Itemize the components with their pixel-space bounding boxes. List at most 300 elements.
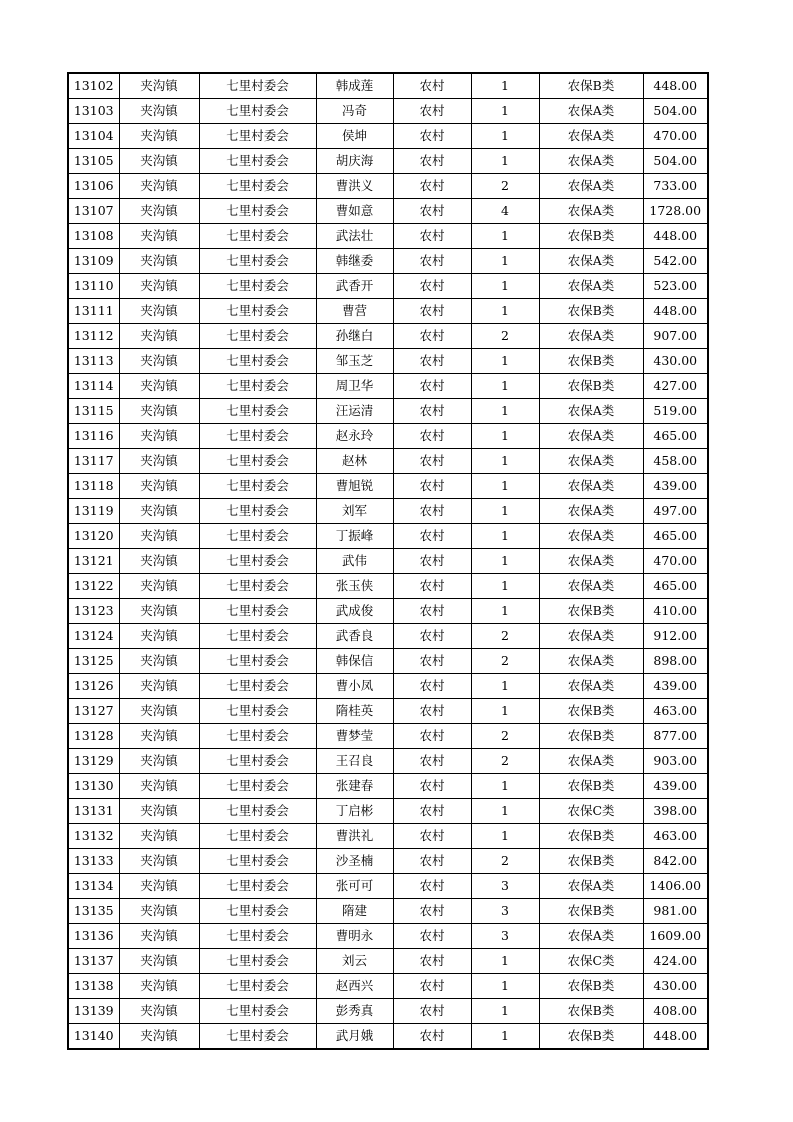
cell-area: 农村 bbox=[393, 324, 471, 349]
table-row bbox=[68, 374, 708, 399]
cell-village: 七里村委会 bbox=[199, 73, 316, 99]
cell-town: 夹沟镇 bbox=[119, 249, 199, 274]
cell-town: 夹沟镇 bbox=[119, 374, 199, 399]
cell-name: 武香开 bbox=[316, 274, 393, 299]
cell-name: 邹玉芝 bbox=[316, 349, 393, 374]
cell-category: 农保A类 bbox=[539, 924, 643, 949]
cell-count: 1 bbox=[471, 424, 539, 449]
cell-area: 农村 bbox=[393, 449, 471, 474]
cell-town: 夹沟镇 bbox=[119, 599, 199, 624]
cell-amount: 465.00 bbox=[643, 424, 708, 449]
cell-name: 沙圣楠 bbox=[316, 849, 393, 874]
table-row bbox=[68, 824, 708, 849]
cell-town: 夹沟镇 bbox=[119, 424, 199, 449]
cell-area: 农村 bbox=[393, 724, 471, 749]
cell-area: 农村 bbox=[393, 474, 471, 499]
cell-area: 农村 bbox=[393, 674, 471, 699]
cell-count: 1 bbox=[471, 474, 539, 499]
cell-town: 夹沟镇 bbox=[119, 824, 199, 849]
cell-area: 农村 bbox=[393, 624, 471, 649]
cell-amount: 463.00 bbox=[643, 824, 708, 849]
cell-village: 七里村委会 bbox=[199, 524, 316, 549]
cell-count: 1 bbox=[471, 599, 539, 624]
cell-name: 王召良 bbox=[316, 749, 393, 774]
table-row bbox=[68, 649, 708, 674]
cell-amount: 427.00 bbox=[643, 374, 708, 399]
cell-name: 韩保信 bbox=[316, 649, 393, 674]
cell-name: 彭秀真 bbox=[316, 999, 393, 1024]
cell-count: 1 bbox=[471, 99, 539, 124]
table-row bbox=[68, 499, 708, 524]
cell-count: 1 bbox=[471, 974, 539, 999]
cell-amount: 439.00 bbox=[643, 774, 708, 799]
cell-category: 农保B类 bbox=[539, 724, 643, 749]
cell-amount: 903.00 bbox=[643, 749, 708, 774]
cell-amount: 907.00 bbox=[643, 324, 708, 349]
cell-id: 13115 bbox=[68, 399, 119, 424]
table-row bbox=[68, 674, 708, 699]
cell-id: 13135 bbox=[68, 899, 119, 924]
cell-amount: 470.00 bbox=[643, 549, 708, 574]
cell-town: 夹沟镇 bbox=[119, 849, 199, 874]
cell-village: 七里村委会 bbox=[199, 624, 316, 649]
cell-category: 农保A类 bbox=[539, 424, 643, 449]
cell-category: 农保C类 bbox=[539, 949, 643, 974]
cell-amount: 430.00 bbox=[643, 974, 708, 999]
cell-category: 农保A类 bbox=[539, 574, 643, 599]
cell-village: 七里村委会 bbox=[199, 249, 316, 274]
cell-village: 七里村委会 bbox=[199, 324, 316, 349]
cell-area: 农村 bbox=[393, 799, 471, 824]
cell-area: 农村 bbox=[393, 99, 471, 124]
cell-id: 13114 bbox=[68, 374, 119, 399]
cell-amount: 463.00 bbox=[643, 699, 708, 724]
table-row bbox=[68, 73, 708, 99]
table-row bbox=[68, 424, 708, 449]
cell-name: 武香良 bbox=[316, 624, 393, 649]
cell-count: 1 bbox=[471, 574, 539, 599]
cell-category: 农保B类 bbox=[539, 974, 643, 999]
cell-name: 曹旭锐 bbox=[316, 474, 393, 499]
table-row bbox=[68, 774, 708, 799]
cell-count: 2 bbox=[471, 749, 539, 774]
table-row bbox=[68, 949, 708, 974]
cell-village: 七里村委会 bbox=[199, 849, 316, 874]
cell-count: 2 bbox=[471, 174, 539, 199]
cell-name: 汪运清 bbox=[316, 399, 393, 424]
cell-amount: 410.00 bbox=[643, 599, 708, 624]
cell-category: 农保B类 bbox=[539, 299, 643, 324]
cell-name: 丁启彬 bbox=[316, 799, 393, 824]
cell-name: 曹小凤 bbox=[316, 674, 393, 699]
cell-name: 胡庆海 bbox=[316, 149, 393, 174]
cell-area: 农村 bbox=[393, 574, 471, 599]
cell-area: 农村 bbox=[393, 424, 471, 449]
cell-amount: 408.00 bbox=[643, 999, 708, 1024]
table-row bbox=[68, 99, 708, 124]
table-row bbox=[68, 849, 708, 874]
cell-id: 13116 bbox=[68, 424, 119, 449]
cell-area: 农村 bbox=[393, 999, 471, 1024]
table-row bbox=[68, 749, 708, 774]
cell-village: 七里村委会 bbox=[199, 99, 316, 124]
cell-town: 夹沟镇 bbox=[119, 324, 199, 349]
cell-village: 七里村委会 bbox=[199, 174, 316, 199]
table-row bbox=[68, 149, 708, 174]
cell-count: 3 bbox=[471, 874, 539, 899]
cell-area: 农村 bbox=[393, 374, 471, 399]
cell-count: 1 bbox=[471, 674, 539, 699]
cell-count: 1 bbox=[471, 774, 539, 799]
cell-name: 赵西兴 bbox=[316, 974, 393, 999]
cell-category: 农保A类 bbox=[539, 199, 643, 224]
cell-amount: 439.00 bbox=[643, 474, 708, 499]
cell-count: 1 bbox=[471, 1024, 539, 1050]
cell-village: 七里村委会 bbox=[199, 124, 316, 149]
cell-amount: 465.00 bbox=[643, 524, 708, 549]
cell-town: 夹沟镇 bbox=[119, 874, 199, 899]
cell-count: 3 bbox=[471, 899, 539, 924]
cell-category: 农保A类 bbox=[539, 449, 643, 474]
cell-count: 2 bbox=[471, 649, 539, 674]
cell-category: 农保C类 bbox=[539, 799, 643, 824]
cell-village: 七里村委会 bbox=[199, 774, 316, 799]
cell-town: 夹沟镇 bbox=[119, 349, 199, 374]
cell-count: 2 bbox=[471, 624, 539, 649]
cell-town: 夹沟镇 bbox=[119, 124, 199, 149]
cell-count: 2 bbox=[471, 724, 539, 749]
cell-amount: 448.00 bbox=[643, 73, 708, 99]
cell-village: 七里村委会 bbox=[199, 224, 316, 249]
cell-amount: 877.00 bbox=[643, 724, 708, 749]
cell-area: 农村 bbox=[393, 549, 471, 574]
cell-village: 七里村委会 bbox=[199, 874, 316, 899]
cell-category: 农保A类 bbox=[539, 149, 643, 174]
cell-town: 夹沟镇 bbox=[119, 649, 199, 674]
cell-area: 农村 bbox=[393, 499, 471, 524]
cell-id: 13105 bbox=[68, 149, 119, 174]
cell-amount: 733.00 bbox=[643, 174, 708, 199]
cell-category: 农保A类 bbox=[539, 674, 643, 699]
cell-name: 丁振峰 bbox=[316, 524, 393, 549]
cell-name: 曹梦莹 bbox=[316, 724, 393, 749]
table-body bbox=[68, 73, 708, 1049]
cell-category: 农保A类 bbox=[539, 624, 643, 649]
cell-category: 农保A类 bbox=[539, 249, 643, 274]
cell-amount: 504.00 bbox=[643, 149, 708, 174]
cell-count: 1 bbox=[471, 299, 539, 324]
cell-id: 13124 bbox=[68, 624, 119, 649]
cell-category: 农保A类 bbox=[539, 749, 643, 774]
cell-count: 1 bbox=[471, 824, 539, 849]
cell-area: 农村 bbox=[393, 924, 471, 949]
cell-name: 赵永玲 bbox=[316, 424, 393, 449]
cell-category: 农保A类 bbox=[539, 474, 643, 499]
cell-category: 农保A类 bbox=[539, 549, 643, 574]
cell-town: 夹沟镇 bbox=[119, 724, 199, 749]
table-row bbox=[68, 324, 708, 349]
cell-name: 武成俊 bbox=[316, 599, 393, 624]
cell-village: 七里村委会 bbox=[199, 549, 316, 574]
cell-town: 夹沟镇 bbox=[119, 199, 199, 224]
cell-id: 13131 bbox=[68, 799, 119, 824]
cell-area: 农村 bbox=[393, 149, 471, 174]
cell-village: 七里村委会 bbox=[199, 149, 316, 174]
cell-id: 13122 bbox=[68, 574, 119, 599]
cell-category: 农保B类 bbox=[539, 849, 643, 874]
table-row bbox=[68, 224, 708, 249]
cell-area: 农村 bbox=[393, 124, 471, 149]
cell-id: 13140 bbox=[68, 1024, 119, 1050]
cell-id: 13128 bbox=[68, 724, 119, 749]
cell-category: 农保B类 bbox=[539, 774, 643, 799]
table-row bbox=[68, 124, 708, 149]
cell-category: 农保A类 bbox=[539, 399, 643, 424]
cell-id: 13123 bbox=[68, 599, 119, 624]
cell-village: 七里村委会 bbox=[199, 649, 316, 674]
cell-village: 七里村委会 bbox=[199, 999, 316, 1024]
cell-name: 曹营 bbox=[316, 299, 393, 324]
cell-town: 夹沟镇 bbox=[119, 524, 199, 549]
cell-amount: 519.00 bbox=[643, 399, 708, 424]
cell-count: 1 bbox=[471, 374, 539, 399]
cell-area: 农村 bbox=[393, 974, 471, 999]
table-row bbox=[68, 574, 708, 599]
cell-village: 七里村委会 bbox=[199, 799, 316, 824]
cell-count: 1 bbox=[471, 274, 539, 299]
cell-id: 13104 bbox=[68, 124, 119, 149]
cell-amount: 448.00 bbox=[643, 224, 708, 249]
cell-id: 13139 bbox=[68, 999, 119, 1024]
cell-amount: 465.00 bbox=[643, 574, 708, 599]
cell-count: 1 bbox=[471, 949, 539, 974]
cell-town: 夹沟镇 bbox=[119, 299, 199, 324]
cell-town: 夹沟镇 bbox=[119, 99, 199, 124]
cell-id: 13107 bbox=[68, 199, 119, 224]
cell-name: 冯奇 bbox=[316, 99, 393, 124]
cell-village: 七里村委会 bbox=[199, 449, 316, 474]
cell-category: 农保B类 bbox=[539, 374, 643, 399]
cell-town: 夹沟镇 bbox=[119, 1024, 199, 1050]
cell-id: 13106 bbox=[68, 174, 119, 199]
cell-count: 2 bbox=[471, 849, 539, 874]
cell-name: 张玉侠 bbox=[316, 574, 393, 599]
cell-area: 农村 bbox=[393, 1024, 471, 1050]
cell-category: 农保A类 bbox=[539, 124, 643, 149]
cell-village: 七里村委会 bbox=[199, 1024, 316, 1050]
cell-amount: 523.00 bbox=[643, 274, 708, 299]
cell-name: 武月娥 bbox=[316, 1024, 393, 1050]
cell-category: 农保B类 bbox=[539, 824, 643, 849]
table-row bbox=[68, 999, 708, 1024]
cell-village: 七里村委会 bbox=[199, 599, 316, 624]
cell-count: 1 bbox=[471, 499, 539, 524]
cell-village: 七里村委会 bbox=[199, 299, 316, 324]
cell-area: 农村 bbox=[393, 399, 471, 424]
cell-id: 13127 bbox=[68, 699, 119, 724]
table-row bbox=[68, 249, 708, 274]
cell-category: 农保B类 bbox=[539, 999, 643, 1024]
cell-name: 隋建 bbox=[316, 899, 393, 924]
cell-category: 农保A类 bbox=[539, 174, 643, 199]
table-row bbox=[68, 274, 708, 299]
cell-name: 曹如意 bbox=[316, 199, 393, 224]
cell-category: 农保B类 bbox=[539, 1024, 643, 1050]
cell-town: 夹沟镇 bbox=[119, 999, 199, 1024]
table-row bbox=[68, 399, 708, 424]
cell-town: 夹沟镇 bbox=[119, 274, 199, 299]
cell-name: 张可可 bbox=[316, 874, 393, 899]
cell-count: 3 bbox=[471, 924, 539, 949]
cell-area: 农村 bbox=[393, 599, 471, 624]
table-row bbox=[68, 874, 708, 899]
cell-category: 农保B类 bbox=[539, 349, 643, 374]
cell-count: 1 bbox=[471, 149, 539, 174]
cell-name: 曹洪礼 bbox=[316, 824, 393, 849]
cell-name: 侯坤 bbox=[316, 124, 393, 149]
cell-category: 农保B类 bbox=[539, 699, 643, 724]
cell-id: 13112 bbox=[68, 324, 119, 349]
cell-name: 周卫华 bbox=[316, 374, 393, 399]
cell-area: 农村 bbox=[393, 899, 471, 924]
cell-town: 夹沟镇 bbox=[119, 449, 199, 474]
cell-town: 夹沟镇 bbox=[119, 399, 199, 424]
cell-id: 13109 bbox=[68, 249, 119, 274]
table-row bbox=[68, 974, 708, 999]
cell-village: 七里村委会 bbox=[199, 424, 316, 449]
cell-name: 曹明永 bbox=[316, 924, 393, 949]
cell-village: 七里村委会 bbox=[199, 924, 316, 949]
cell-area: 农村 bbox=[393, 249, 471, 274]
cell-amount: 398.00 bbox=[643, 799, 708, 824]
cell-amount: 430.00 bbox=[643, 349, 708, 374]
cell-village: 七里村委会 bbox=[199, 974, 316, 999]
table-row bbox=[68, 449, 708, 474]
cell-area: 农村 bbox=[393, 849, 471, 874]
cell-town: 夹沟镇 bbox=[119, 174, 199, 199]
cell-id: 13126 bbox=[68, 674, 119, 699]
table-row bbox=[68, 474, 708, 499]
cell-category: 农保A类 bbox=[539, 99, 643, 124]
cell-category: 农保A类 bbox=[539, 649, 643, 674]
cell-name: 刘军 bbox=[316, 499, 393, 524]
cell-village: 七里村委会 bbox=[199, 824, 316, 849]
cell-town: 夹沟镇 bbox=[119, 499, 199, 524]
cell-amount: 1406.00 bbox=[643, 874, 708, 899]
cell-area: 农村 bbox=[393, 649, 471, 674]
cell-town: 夹沟镇 bbox=[119, 674, 199, 699]
cell-name: 武伟 bbox=[316, 549, 393, 574]
cell-name: 赵林 bbox=[316, 449, 393, 474]
cell-amount: 439.00 bbox=[643, 674, 708, 699]
cell-id: 13129 bbox=[68, 749, 119, 774]
cell-amount: 542.00 bbox=[643, 249, 708, 274]
cell-town: 夹沟镇 bbox=[119, 799, 199, 824]
cell-id: 13102 bbox=[68, 73, 119, 99]
cell-town: 夹沟镇 bbox=[119, 749, 199, 774]
cell-village: 七里村委会 bbox=[199, 274, 316, 299]
cell-count: 1 bbox=[471, 249, 539, 274]
table-row bbox=[68, 174, 708, 199]
cell-village: 七里村委会 bbox=[199, 399, 316, 424]
cell-amount: 448.00 bbox=[643, 299, 708, 324]
cell-count: 1 bbox=[471, 449, 539, 474]
table-row bbox=[68, 549, 708, 574]
cell-id: 13119 bbox=[68, 499, 119, 524]
cell-category: 农保A类 bbox=[539, 874, 643, 899]
cell-amount: 842.00 bbox=[643, 849, 708, 874]
cell-town: 夹沟镇 bbox=[119, 474, 199, 499]
cell-town: 夹沟镇 bbox=[119, 924, 199, 949]
cell-town: 夹沟镇 bbox=[119, 774, 199, 799]
table-row bbox=[68, 724, 708, 749]
cell-count: 1 bbox=[471, 999, 539, 1024]
cell-village: 七里村委会 bbox=[199, 349, 316, 374]
cell-count: 1 bbox=[471, 349, 539, 374]
table-row bbox=[68, 624, 708, 649]
cell-amount: 424.00 bbox=[643, 949, 708, 974]
cell-town: 夹沟镇 bbox=[119, 974, 199, 999]
records-table bbox=[67, 72, 709, 1050]
cell-id: 13125 bbox=[68, 649, 119, 674]
cell-id: 13133 bbox=[68, 849, 119, 874]
cell-village: 七里村委会 bbox=[199, 474, 316, 499]
cell-town: 夹沟镇 bbox=[119, 699, 199, 724]
cell-town: 夹沟镇 bbox=[119, 224, 199, 249]
cell-category: 农保B类 bbox=[539, 599, 643, 624]
table-row bbox=[68, 1024, 708, 1050]
cell-area: 农村 bbox=[393, 949, 471, 974]
cell-amount: 458.00 bbox=[643, 449, 708, 474]
cell-village: 七里村委会 bbox=[199, 899, 316, 924]
cell-name: 韩继委 bbox=[316, 249, 393, 274]
cell-count: 1 bbox=[471, 799, 539, 824]
cell-id: 13117 bbox=[68, 449, 119, 474]
cell-name: 曹洪义 bbox=[316, 174, 393, 199]
cell-count: 1 bbox=[471, 699, 539, 724]
cell-id: 13113 bbox=[68, 349, 119, 374]
cell-area: 农村 bbox=[393, 349, 471, 374]
cell-id: 13130 bbox=[68, 774, 119, 799]
cell-name: 刘云 bbox=[316, 949, 393, 974]
cell-category: 农保A类 bbox=[539, 274, 643, 299]
cell-town: 夹沟镇 bbox=[119, 73, 199, 99]
cell-amount: 1728.00 bbox=[643, 199, 708, 224]
cell-area: 农村 bbox=[393, 274, 471, 299]
cell-category: 农保B类 bbox=[539, 73, 643, 99]
cell-name: 张建春 bbox=[316, 774, 393, 799]
cell-count: 1 bbox=[471, 524, 539, 549]
cell-category: 农保A类 bbox=[539, 499, 643, 524]
table-row bbox=[68, 799, 708, 824]
cell-count: 1 bbox=[471, 73, 539, 99]
cell-count: 1 bbox=[471, 549, 539, 574]
table-row bbox=[68, 299, 708, 324]
table-row bbox=[68, 599, 708, 624]
cell-area: 农村 bbox=[393, 174, 471, 199]
cell-count: 1 bbox=[471, 124, 539, 149]
table-row bbox=[68, 899, 708, 924]
cell-area: 农村 bbox=[393, 774, 471, 799]
cell-amount: 981.00 bbox=[643, 899, 708, 924]
cell-id: 13120 bbox=[68, 524, 119, 549]
cell-village: 七里村委会 bbox=[199, 724, 316, 749]
cell-area: 农村 bbox=[393, 749, 471, 774]
cell-id: 13110 bbox=[68, 274, 119, 299]
cell-area: 农村 bbox=[393, 874, 471, 899]
cell-amount: 1609.00 bbox=[643, 924, 708, 949]
cell-area: 农村 bbox=[393, 199, 471, 224]
